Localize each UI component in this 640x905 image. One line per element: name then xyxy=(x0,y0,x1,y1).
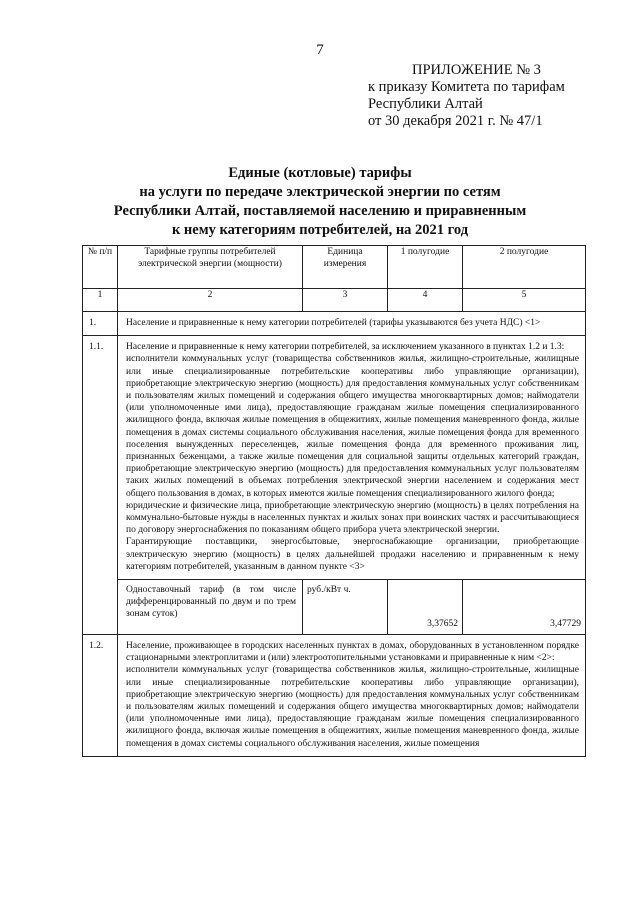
page-number: 7 xyxy=(316,42,324,58)
row-paragraph: юридические и физические лица, приобретающие электрическую энергию (мощность) в целях потребления на коммунально-бытовые нужды в населенных пунктах и жилых зонах при воинских частях и рассчитывающиеся по договору энергоснабжения по показаниям общего прибора учета электрической энергии. xyxy=(126,500,579,536)
table-row xyxy=(83,336,586,580)
row-number: 1.1. xyxy=(83,336,118,635)
row-paragraph: исполнители коммунальных услуг (товарищества собственников жилья, жилищно-строительные, жилищные или иные специализированные потребительские кооперативы либо управляющие организации), приобретающие электрическую энергию (мощность) для предоставления коммунальных услуг собственникам и пользователям жилых помещений и содержания общего имущества многоквартирных домов; наймодатели (или уполномоченные ими лица), предоставляющие гражданам жилые помещения специализированного жилищного фонда, включая жилые помещения в общежитиях, жилые помещения маневренного фонда, жилые помещения в домах системы социального обслуживания населения, жилые помещения фонда для временного поселения вынужденных переселенцев, жилые помещения фонда для временного проживания лиц, признанных беженцами, а также жилые помещения для социальной защиты отдельных категорий граждан, приобретающие электрическую энергию (мощность) для предоставления коммунальных услуг пользователям таких жилых помещений в объемах потребления электрической энергии населением и содержания мест общего пользования в домах, в которых имеются жилые помещения специализированного жилого фонда; xyxy=(126,354,579,499)
header-cell: № п/п xyxy=(83,246,118,289)
header-cell: Единица измерения xyxy=(303,246,388,289)
row-paragraph: Гарантирующие поставщики, энергосбытовые, энергоснабжающие организации, приобретающие электрическую энергию (мощность) в целях дальнейшей продажи населению и приравненным к нему категориям потребителей, указанным в данном пункте <3> xyxy=(126,537,579,572)
appendix-header xyxy=(368,62,565,130)
tariff-type-label: Одноставочный тариф (в том числе дифференцированный по двум и по трем зонам суток) xyxy=(118,580,303,635)
title-line-4: к нему категориям потребителей, на 2021 год xyxy=(171,222,469,238)
appendix-line-3: Республики Алтай xyxy=(368,96,483,112)
column-number-cell: 2 xyxy=(118,289,303,312)
row-description xyxy=(118,312,586,336)
column-number-row xyxy=(83,289,586,312)
column-number-cell: 5 xyxy=(463,289,586,312)
appendix-line-4: от 30 декабря 2021 г. № 47/1 xyxy=(368,113,543,129)
row-paragraph: Население и приравненные к нему категории потребителей, за исключением указанного в пунктах 1.2 и 1.3: xyxy=(126,342,565,353)
row-description xyxy=(118,336,586,580)
unit-cell: руб./кВт ч. xyxy=(303,580,388,635)
row-description xyxy=(118,635,586,757)
document-title xyxy=(0,164,640,240)
title-line-3: Республики Алтай, поставляемой населению и приравненным xyxy=(113,203,527,219)
tariff-table xyxy=(82,245,586,757)
table-row xyxy=(83,312,586,336)
column-number-cell: 3 xyxy=(303,289,388,312)
header-cell: 1 полугодие xyxy=(388,246,463,289)
row-number: 1. xyxy=(83,312,118,336)
header-cell: 2 полугодие xyxy=(463,246,586,289)
header-cell: Тарифные группы потребителей электрической энергии (мощности) xyxy=(118,246,303,289)
tariff-value-row xyxy=(83,580,586,635)
title-line-1: Единые (котловые) тарифы xyxy=(228,165,412,181)
appendix-line-2: к приказу Комитета по тарифам xyxy=(368,79,565,95)
row-paragraph: исполнители коммунальных услуг (товарищества собственников жилья, жилищно-строительные, жилищные или иные специализированные потребительские кооперативы либо управляющие организации), приобретающие электрическую энергию (мощность) для предоставления коммунальных услуг собственникам и пользователям жилых помещений и содержания общего имущества многоквартирных домов; наймодатели (или уполномоченные ими лица), предоставляющие гражданам жилые помещения специализированного жилищного фонда, включая жилые помещения в общежитиях, жилые помещения маневренного фонда, жилые помещения в домах системы социального обслуживания населения, жилые помещения xyxy=(126,665,579,749)
table-row xyxy=(83,635,586,757)
second-half-value: 3,47729 xyxy=(463,580,586,635)
appendix-line-1: ПРИЛОЖЕНИЕ № 3 xyxy=(412,62,541,78)
column-number-cell: 1 xyxy=(83,289,118,312)
row-number: 1.2. xyxy=(83,635,118,757)
table-header-row xyxy=(83,246,586,289)
row-paragraph: Население, проживающее в городских населенных пунктах в домах, оборудованных в установленном порядке стационарными электроплитами и (или) электроотопительными установками и приравненные к ним <2>: xyxy=(126,641,579,664)
row-text: Население и приравненные к нему категории потребителей (тарифы указываются без учета НДС) <1> xyxy=(126,318,541,328)
title-line-2: на услуги по передаче электрической энергии по сетям xyxy=(139,184,501,200)
first-half-value: 3,37652 xyxy=(388,580,463,635)
column-number-cell: 4 xyxy=(388,289,463,312)
